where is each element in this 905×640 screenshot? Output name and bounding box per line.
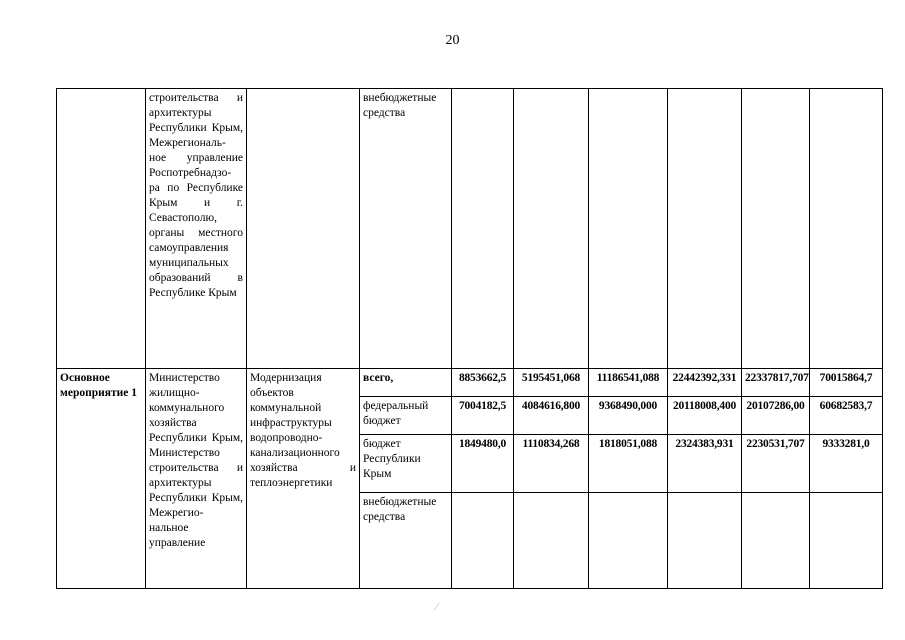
amount-cell: 1849480,0 [452, 435, 514, 493]
amount-cell: 5195451,068 [514, 369, 589, 397]
amount-cell: 2324383,931 [668, 435, 742, 493]
funding-source-cell: федеральный бюджет [360, 397, 452, 435]
funding-source-cell: всего, [360, 369, 452, 397]
description-cell: Модернизация объектов коммунальной инфраструктуры водопроводно- канализационного хозяйства и теплоэнергетики [247, 369, 360, 589]
amount-cell [452, 89, 514, 369]
amount-cell: 20107286,00 [742, 397, 810, 435]
amount-cell [589, 89, 668, 369]
executors-cell: строительства и архитектуры Республики Крым, Межрегиональ- ное управление Роспотребнадзо- ра по Республике Крым и г. Севастополю, органы местного самоуправления муниципальных образований в Республике Крым [146, 89, 247, 369]
amount-cell [589, 493, 668, 589]
funding-source-cell: внебюджетные средства [360, 493, 452, 589]
amount-cell [668, 493, 742, 589]
amount-cell [810, 493, 883, 589]
budget-table [56, 88, 883, 589]
amount-cell: 70015864,7 [810, 369, 883, 397]
amount-cell: 9333281,0 [810, 435, 883, 493]
amount-cell: 22337817,707 [742, 369, 810, 397]
scan-speck: ⁄ [436, 602, 438, 613]
amount-cell [514, 493, 589, 589]
event-name-cell: Основное мероприятие 1 [57, 369, 146, 589]
amount-cell: 9368490,000 [589, 397, 668, 435]
funding-source-cell: внебюджетные средства [360, 89, 452, 369]
amount-cell [514, 89, 589, 369]
page-number: 20 [445, 33, 460, 48]
amount-cell: 4084616,800 [514, 397, 589, 435]
amount-cell [452, 493, 514, 589]
amount-cell: 11186541,088 [589, 369, 668, 397]
amount-cell [810, 89, 883, 369]
main-event-row [57, 369, 883, 397]
amount-cell: 1110834,268 [514, 435, 589, 493]
amount-cell: 2230531,707 [742, 435, 810, 493]
amount-cell: 7004182,5 [452, 397, 514, 435]
amount-cell: 20118008,400 [668, 397, 742, 435]
continuation-row [57, 89, 883, 369]
event-name-cell [57, 89, 146, 369]
executors-cell: Министерство жилищно- коммунального хозяйства Республики Крым, Министерство строительства и архитектуры Республики Крым, Межрегио- нальное управление [146, 369, 247, 589]
amount-cell: 60682583,7 [810, 397, 883, 435]
amount-cell [742, 493, 810, 589]
funding-source-cell: бюджет Республики Крым [360, 435, 452, 493]
amount-cell [742, 89, 810, 369]
amount-cell [668, 89, 742, 369]
amount-cell: 22442392,331 [668, 369, 742, 397]
amount-cell: 8853662,5 [452, 369, 514, 397]
description-cell [247, 89, 360, 369]
amount-cell: 1818051,088 [589, 435, 668, 493]
